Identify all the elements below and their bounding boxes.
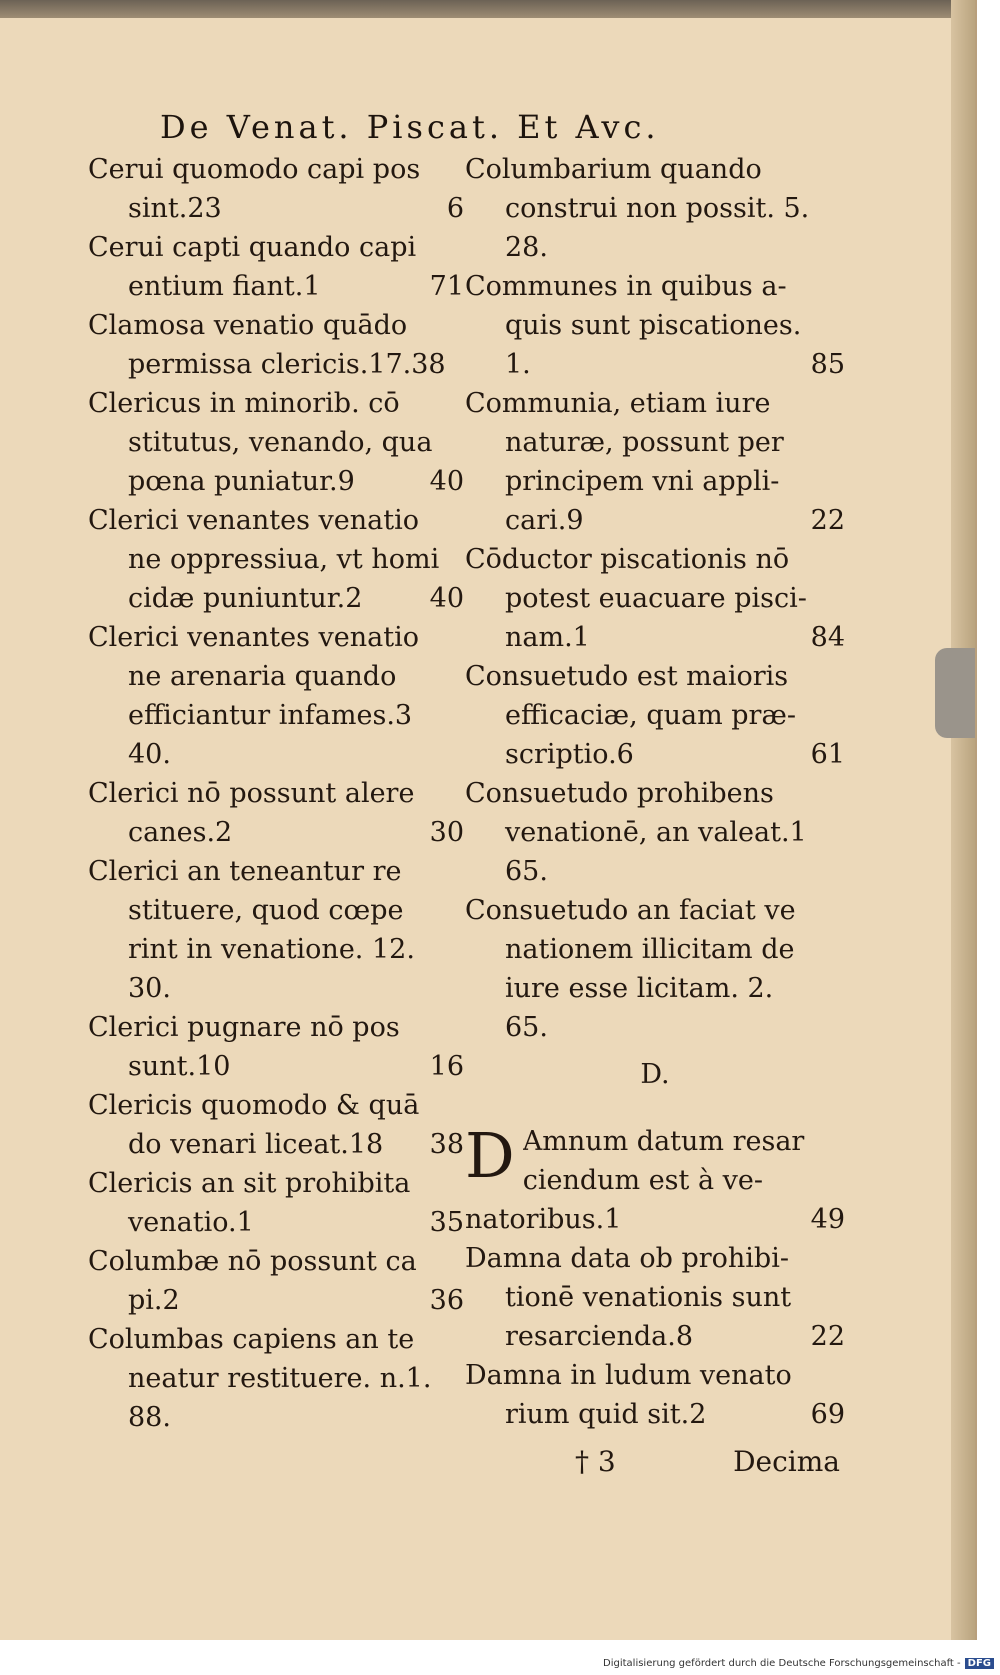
entry-line bbox=[88, 696, 464, 735]
digitization-credit bbox=[603, 1658, 994, 1669]
entry-text: Cerui quomodo capi pos bbox=[88, 154, 421, 185]
page-reference: 71 bbox=[429, 271, 464, 302]
entry-line bbox=[465, 1395, 845, 1434]
entry-line bbox=[465, 150, 845, 189]
entry-line bbox=[88, 1125, 464, 1164]
entry-text: 28. bbox=[505, 232, 548, 263]
entry-text: Columbas capiens an te bbox=[88, 1324, 415, 1355]
page-reference: 6 bbox=[446, 193, 464, 224]
entry-line bbox=[465, 891, 845, 930]
entry-line bbox=[465, 813, 845, 852]
entry-text: naturæ, possunt per bbox=[505, 427, 784, 458]
entry-text: 65. bbox=[505, 856, 548, 887]
entry-line bbox=[88, 501, 464, 540]
page-reference: 40 bbox=[429, 583, 464, 614]
index-entry bbox=[88, 1086, 464, 1164]
entry-line bbox=[465, 384, 845, 423]
page-reference: 40 bbox=[429, 466, 464, 497]
entry-text: Consuetudo prohibens bbox=[465, 778, 774, 809]
entry-text: tionē venationis sunt bbox=[505, 1282, 792, 1313]
entry-text: resarcienda.8 bbox=[505, 1321, 694, 1352]
entry-line bbox=[88, 384, 464, 423]
entry-line bbox=[465, 501, 845, 540]
entry-text: entium fiant.1 bbox=[128, 271, 321, 302]
page-footer bbox=[575, 1445, 840, 1478]
index-entry bbox=[88, 774, 464, 852]
entry-text: 1. bbox=[505, 349, 531, 380]
entry-line bbox=[465, 735, 845, 774]
entry-text: Clerici venantes venatio bbox=[88, 622, 419, 653]
entry-line bbox=[465, 423, 845, 462]
entry-line bbox=[88, 1281, 464, 1320]
page-reference: 22 bbox=[810, 505, 845, 536]
entry-text: quis sunt piscationes. bbox=[505, 310, 802, 341]
right-index-column bbox=[465, 150, 845, 1434]
entry-text: Amnum datum resar bbox=[522, 1126, 805, 1157]
entry-line bbox=[88, 150, 464, 189]
entry-text: efficaciæ, quam præ- bbox=[505, 700, 796, 731]
entry-text: Damna data ob prohibi- bbox=[465, 1243, 789, 1274]
entry-line bbox=[465, 345, 845, 384]
entry-line bbox=[465, 696, 845, 735]
index-entry bbox=[465, 1119, 845, 1239]
index-entry bbox=[88, 1008, 464, 1086]
entry-text: stitutus, venando, qua bbox=[128, 427, 433, 458]
page-reference: 49 bbox=[810, 1204, 845, 1235]
entry-line bbox=[465, 618, 845, 657]
index-entry bbox=[465, 1239, 845, 1356]
entry-line bbox=[465, 267, 845, 306]
entry-text: natoribus.1 bbox=[465, 1204, 622, 1235]
page-reference: 61 bbox=[810, 739, 845, 770]
catchword: Decima bbox=[733, 1445, 840, 1478]
entry-text: efficiantur infames.3 bbox=[128, 700, 413, 731]
index-entry bbox=[465, 267, 845, 384]
entry-text: Clerici pugnare nō pos bbox=[88, 1012, 400, 1043]
entry-text: Communes in quibus a- bbox=[465, 271, 787, 302]
entry-text: Consuetudo est maioris bbox=[465, 661, 789, 692]
entry-line bbox=[523, 1161, 845, 1200]
signature-mark: † 3 bbox=[575, 1445, 616, 1478]
index-entry bbox=[88, 306, 464, 384]
entry-line bbox=[88, 1086, 464, 1125]
entry-line bbox=[88, 228, 464, 267]
entry-text: 65. bbox=[505, 1012, 548, 1043]
entry-line bbox=[88, 813, 464, 852]
index-entry bbox=[88, 384, 464, 501]
page-reference: 36 bbox=[429, 1285, 464, 1316]
index-entry bbox=[465, 384, 845, 540]
entry-text: cari.9 bbox=[505, 505, 584, 536]
entry-text: sunt.10 bbox=[128, 1051, 231, 1082]
entry-line bbox=[465, 1239, 845, 1278]
index-entry bbox=[465, 540, 845, 657]
entry-line bbox=[465, 540, 845, 579]
entry-text: do venari liceat.18 bbox=[128, 1129, 384, 1160]
index-entry bbox=[465, 774, 845, 891]
entry-line bbox=[88, 1242, 464, 1281]
page-reference: 35 bbox=[429, 1207, 464, 1238]
entry-text: 30. bbox=[128, 973, 171, 1004]
index-entry bbox=[465, 657, 845, 774]
entry-text: neatur restituere. n.1. bbox=[128, 1363, 432, 1394]
entry-line bbox=[88, 891, 464, 930]
page-reference: 38 bbox=[429, 1129, 464, 1160]
entry-text: Consuetudo an faciat ve bbox=[465, 895, 796, 926]
entry-line bbox=[88, 1398, 464, 1437]
entry-line bbox=[465, 852, 845, 891]
entry-line bbox=[465, 969, 845, 1008]
entry-line bbox=[465, 306, 845, 345]
entry-line bbox=[88, 930, 464, 969]
page-reference: 84 bbox=[810, 622, 845, 653]
entry-line bbox=[88, 579, 464, 618]
entry-line bbox=[465, 774, 845, 813]
entry-line bbox=[88, 618, 464, 657]
entry-text: Clamosa venatio quādo bbox=[88, 310, 408, 341]
entry-line bbox=[88, 852, 464, 891]
index-entry bbox=[88, 1242, 464, 1320]
entry-text: ne oppressiua, vt homi bbox=[128, 544, 440, 575]
entry-line bbox=[88, 189, 464, 228]
entry-text: 40. bbox=[128, 739, 171, 770]
index-entry bbox=[88, 618, 464, 774]
entry-line bbox=[465, 1356, 845, 1395]
index-entry bbox=[88, 852, 464, 1008]
page-reference: 16 bbox=[429, 1051, 464, 1082]
entry-text: Cerui capti quando capi bbox=[88, 232, 417, 263]
section-letter: D. bbox=[640, 1059, 670, 1090]
entry-text: principem vni appli- bbox=[505, 466, 780, 497]
entry-text: rint in venatione. 12. bbox=[128, 934, 415, 965]
entry-text: Clerici nō possunt alere bbox=[88, 778, 415, 809]
entry-text: construi non possit. 5. bbox=[505, 193, 810, 224]
clip-tab bbox=[935, 648, 975, 738]
running-header: De Venat. Piscat. Et Avc. bbox=[160, 108, 660, 146]
entry-text: Clerici venantes venatio bbox=[88, 505, 419, 536]
entry-line bbox=[88, 462, 464, 501]
page-fore-edge bbox=[951, 0, 975, 1640]
entry-text: permissa clericis.17.38 bbox=[128, 349, 446, 380]
entry-text: nam.1 bbox=[505, 622, 590, 653]
entry-text: Communia, etiam iure bbox=[465, 388, 771, 419]
entry-line bbox=[465, 189, 845, 228]
entry-text: Columbarium quando bbox=[465, 154, 762, 185]
entry-text: Cōductor piscationis nō bbox=[465, 544, 790, 575]
entry-line bbox=[88, 540, 464, 579]
entry-text: ciendum est à ve- bbox=[522, 1165, 764, 1196]
entry-line bbox=[88, 657, 464, 696]
entry-text: pi.2 bbox=[128, 1285, 180, 1316]
entry-line bbox=[88, 1359, 464, 1398]
entry-line bbox=[465, 228, 845, 267]
entry-text: Damna in ludum venato bbox=[465, 1360, 792, 1391]
entry-text: nationem illicitam de bbox=[505, 934, 795, 965]
entry-line bbox=[88, 969, 464, 1008]
index-entry bbox=[88, 150, 464, 228]
entry-text: Columbæ nō possunt ca bbox=[88, 1246, 417, 1277]
index-entry bbox=[465, 891, 845, 1047]
entry-text: cidæ puniuntur.2 bbox=[128, 583, 363, 614]
dfg-badge: DFG bbox=[965, 1658, 994, 1669]
entry-line bbox=[465, 579, 845, 618]
credit-text: Digitalisierung gefördert durch die Deutsche Forschungsgemeinschaft - bbox=[603, 1658, 961, 1669]
entry-text: scriptio.6 bbox=[505, 739, 634, 770]
entry-line bbox=[88, 345, 464, 384]
entry-text: potest euacuare pisci- bbox=[505, 583, 807, 614]
entry-line bbox=[88, 306, 464, 345]
entry-text: 88. bbox=[128, 1402, 171, 1433]
entry-line bbox=[465, 1008, 845, 1047]
index-entry bbox=[465, 150, 845, 267]
entry-line bbox=[465, 462, 845, 501]
left-index-column bbox=[88, 150, 464, 1437]
entry-text: sint.23 bbox=[128, 193, 222, 224]
entry-text: iure esse licitam. 2. bbox=[505, 973, 774, 1004]
entry-line bbox=[465, 1200, 845, 1239]
page-reference: 69 bbox=[810, 1399, 845, 1430]
drop-capital: D bbox=[465, 1119, 515, 1192]
entry-text: venationē, an valeat.1 bbox=[505, 817, 807, 848]
entry-text: Clerici an teneantur re bbox=[88, 856, 402, 887]
entry-line bbox=[88, 423, 464, 462]
entry-line bbox=[88, 1047, 464, 1086]
entry-text: Clericis an sit prohibita bbox=[88, 1168, 411, 1199]
entry-text: Clericus in minorib. cō bbox=[88, 388, 400, 419]
index-entry bbox=[88, 501, 464, 618]
index-entry bbox=[88, 1320, 464, 1437]
entry-line bbox=[465, 1317, 845, 1356]
entry-text: rium quid sit.2 bbox=[505, 1399, 707, 1430]
entry-line bbox=[88, 267, 464, 306]
entry-text: venatio.1 bbox=[128, 1207, 254, 1238]
page-top-edge bbox=[0, 0, 960, 18]
entry-line bbox=[88, 774, 464, 813]
index-entry bbox=[88, 1164, 464, 1242]
index-entry bbox=[88, 228, 464, 306]
page-reference: 85 bbox=[810, 349, 845, 380]
index-entry bbox=[465, 1356, 845, 1434]
entry-line bbox=[465, 930, 845, 969]
entry-line bbox=[88, 1320, 464, 1359]
entry-line bbox=[465, 657, 845, 696]
entry-text: Clericis quomodo & quā bbox=[88, 1090, 420, 1121]
entry-text: stituere, quod cœpe bbox=[128, 895, 404, 926]
page-reference: 30 bbox=[429, 817, 464, 848]
entry-line bbox=[88, 1164, 464, 1203]
page-reference: 22 bbox=[810, 1321, 845, 1352]
entry-line bbox=[88, 735, 464, 774]
entry-line bbox=[88, 1008, 464, 1047]
entry-line bbox=[465, 1278, 845, 1317]
entry-line bbox=[523, 1122, 845, 1161]
entry-text: ne arenaria quando bbox=[128, 661, 397, 692]
entry-text: pœna puniatur.9 bbox=[128, 466, 355, 497]
entry-text: canes.2 bbox=[128, 817, 233, 848]
entry-line bbox=[88, 1203, 464, 1242]
